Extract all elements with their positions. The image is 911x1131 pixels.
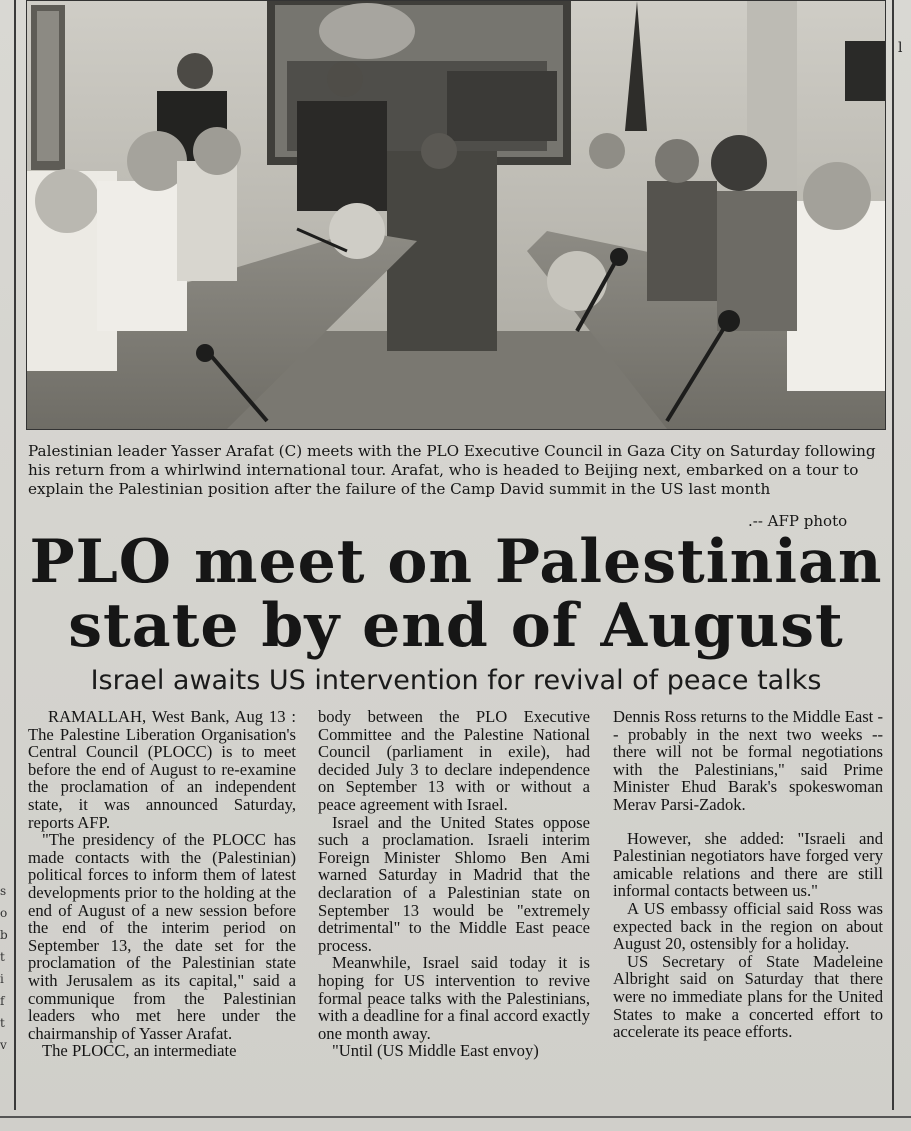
article-column-3: [613, 708, 883, 1041]
margin-fragment: t: [0, 950, 5, 964]
article-paragraph: body between the PLO Executive Committee and the Palestine National Council (parliament in exile), had decided July 3 to declare independence on September 13 with or without a peace agreement with Israel.: [318, 707, 590, 814]
margin-fragment: s: [0, 884, 7, 898]
headline-line-2: state by end of August: [68, 591, 844, 661]
article-column-1: [28, 708, 296, 1060]
headline: [20, 527, 892, 661]
article-paragraph: Dennis Ross returns to the Middle East -- probably in the next two weeks -- there will not be formal negotiations with the Palestinians," said Prime Minister Ehud Barak's spokeswoman Merav Parsi-Zadok.: [613, 707, 883, 814]
margin-fragment: f: [0, 994, 5, 1008]
article-column-2: [318, 708, 590, 1060]
article-paragraph: The PLOCC, an intermediate: [42, 1041, 237, 1061]
margin-fragment: t: [0, 1016, 5, 1030]
article-paragraph: "Until (US Middle East envoy): [332, 1041, 539, 1061]
margin-fragment: o: [0, 906, 8, 920]
article-paragraph: Israel and the United States oppose such a proclamation. Israeli interim Foreign Minister Shlomo Ben Ami warned Saturday in Madrid that the declaration of a Palestinian state on September 13 would be "extremely detrimental" to the Middle East peace process.: [318, 812, 590, 955]
article-paragraph: RAMALLAH, West Bank, Aug 13 : The Palestine Liberation Organisation's Central Council (PLOCC) is to meet before the end of August to re-examine the proclamation of an independent state, it was announced Saturday, reports AFP.: [28, 707, 296, 832]
photo-caption: Palestinian leader Yasser Arafat (C) meets with the PLO Executive Council in Gaza City on Saturday following his return from a whirlwind international tour. Arafat, who is headed to Beijing next, embarked on a tour to explain the Palestinian position after the failure of the Camp David summit in the US last month: [28, 442, 876, 498]
meeting-photo-illustration: [27, 1, 885, 429]
photo-credit: .-- AFP photo: [748, 512, 848, 530]
meeting-photo: [26, 0, 886, 430]
article-paragraph: US Secretary of State Madeleine Albright said on Saturday that there were no immediate plans for the United States to make a concerted effort to accelerate its peace efforts.: [613, 951, 883, 1042]
article-paragraph: "The presidency of the PLOCC has made contacts with the (Palestinian) political forces to inform them of latest developments prior to the holding at the end of August of a new session before the end of the interim period on September 13, the date set for the proclamation of the Palestinian state with Jerusalem as its capital," said a communique from the Palestinian leaders who met here under the chairmanship of Yasser Arafat.: [28, 830, 296, 1043]
margin-fragment: v: [0, 1038, 7, 1052]
article-paragraph: However, she added: "Israeli and Palestinian negotiators have forged very amicable relations and there are still informal contacts between us.": [613, 828, 883, 901]
left-margin-fragments: [0, 880, 12, 1056]
column-rule-right: [892, 0, 894, 1110]
margin-fragment: b: [0, 928, 8, 942]
column-rule-left: [14, 0, 16, 1110]
margin-fragment: i: [0, 972, 4, 986]
headline-line-1: PLO meet on Palestinian: [29, 527, 883, 597]
article-paragraph: Meanwhile, Israel said today it is hoping for US intervention to revive formal peace talks with the Palestinians, with a deadline for a final accord exactly one month away.: [318, 953, 590, 1043]
right-margin-fragment: l: [898, 40, 903, 56]
article-paragraph: A US embassy official said Ross was expected back in the region on about August 20, ostensibly for a holiday.: [613, 898, 883, 954]
subheadline: Israel awaits US intervention for revival of peace talks: [90, 665, 822, 696]
page-rule-bottom: [0, 1116, 911, 1118]
